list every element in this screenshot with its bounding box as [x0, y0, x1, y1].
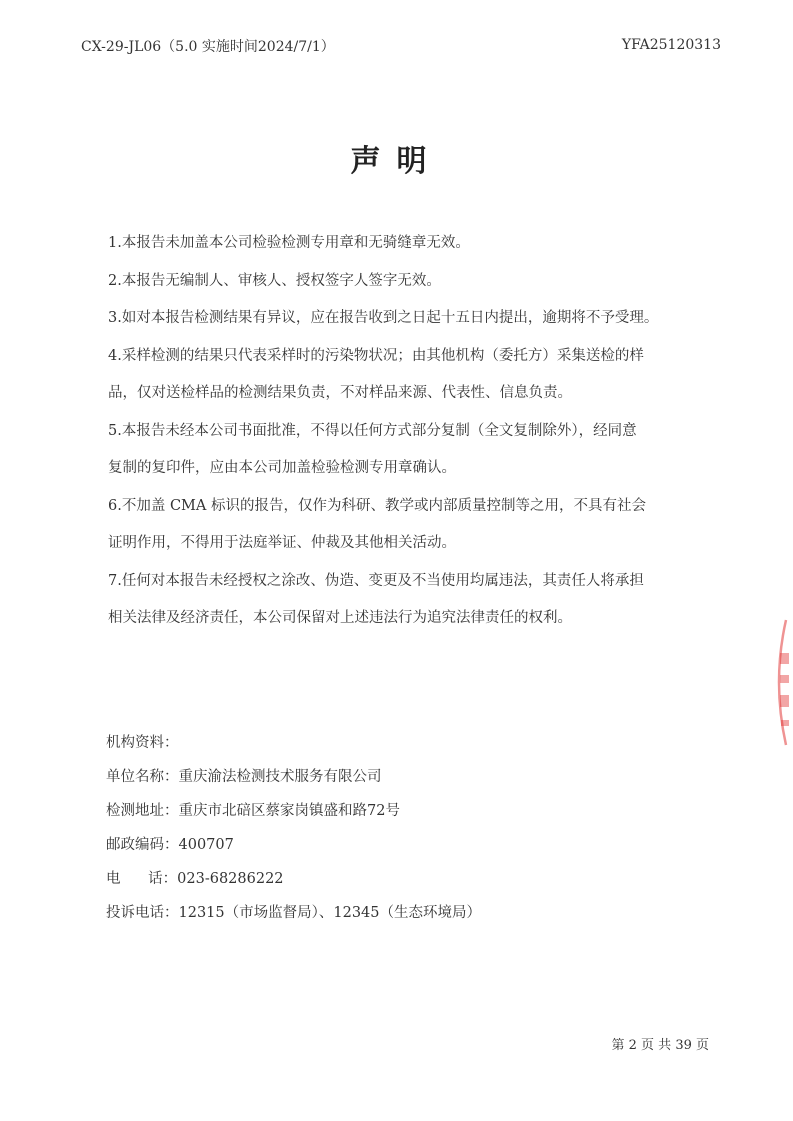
page-title: 声明	[350, 144, 443, 179]
statement-clauses	[108, 228, 678, 641]
org-info-heading: 机构资料：	[106, 735, 179, 751]
clause-6-line-1: 6.不加盖 CMA 标识的报告，仅作为科研、教学或内部质量控制等之用，不具有社会	[108, 497, 646, 514]
clause-3-line-1: 3.如对本报告检测结果有异议，应在报告收到之日起十五日内提出，逾期将不予受理。	[108, 310, 659, 326]
clause-4-line-1: 4.采样检测的结果只代表采样时的污染物状况；由其他机构（委托方）采集送检的样	[108, 347, 644, 364]
org-name-row	[106, 762, 666, 796]
org-postcode-row	[106, 830, 666, 864]
organization-info	[106, 728, 666, 932]
seal-fragment-icon	[768, 615, 793, 750]
org-postcode-value: 400707	[178, 837, 234, 853]
page-number: 第 2 页 共 39 页	[611, 1038, 709, 1053]
clause-7-line-2: 相关法律及经济责任，本公司保留对上述违法行为追究法律责任的权利。	[108, 610, 572, 626]
clause-6-line-2: 证明作用，不得用于法庭举证、仲裁及其他相关活动。	[108, 535, 456, 551]
org-name-label: 单位名称：	[106, 769, 179, 785]
org-phone-row	[106, 864, 666, 898]
org-name-value: 重庆渝法检测技术服务有限公司	[178, 769, 382, 785]
seal-mark-2	[780, 675, 789, 683]
org-complaint-row	[106, 898, 666, 932]
org-complaint-value: 12315（市场监督局）、12345（生态环境局）	[178, 905, 482, 921]
org-phone-label: 电 话：	[106, 871, 178, 887]
clause-5-line-2: 复制的复印件，应由本公司加盖检验检测专用章确认。	[108, 460, 456, 476]
org-address-row	[106, 796, 666, 830]
org-postcode-label: 邮政编码：	[106, 837, 179, 853]
clause-1-line-1: 1.本报告未加盖本公司检验检测专用章和无骑缝章无效。	[108, 235, 470, 251]
clause-7-line-1: 7.任何对本报告未经授权之涂改、伪造、变更及不当使用均属违法，其责任人将承担	[108, 572, 644, 589]
clause-2-line-1: 2.本报告无编制人、审核人、授权签字人签字无效。	[108, 272, 441, 289]
org-complaint-label: 投诉电话：	[106, 905, 179, 921]
org-phone-value: 023-68286222	[177, 871, 284, 887]
clause-5-line-1: 5.本报告未经本公司书面批准，不得以任何方式部分复制（全文复制除外），经同意	[108, 422, 637, 439]
form-code: CX-29-JL06（5.0 实施时间2024/7/1）	[81, 39, 335, 55]
clause-4-line-2: 品，仅对送检样品的检测结果负责，不对样品来源、代表性、信息负责。	[108, 385, 572, 401]
report-number: YFA25120313	[621, 37, 721, 53]
org-address-value: 重庆市北碚区蔡家岗镇盛和路72号	[178, 803, 400, 819]
org-address-label: 检测地址：	[106, 803, 179, 819]
seal-mark-3	[780, 695, 789, 707]
seal-mark-4	[781, 720, 789, 726]
seal-mark-1	[780, 653, 789, 664]
